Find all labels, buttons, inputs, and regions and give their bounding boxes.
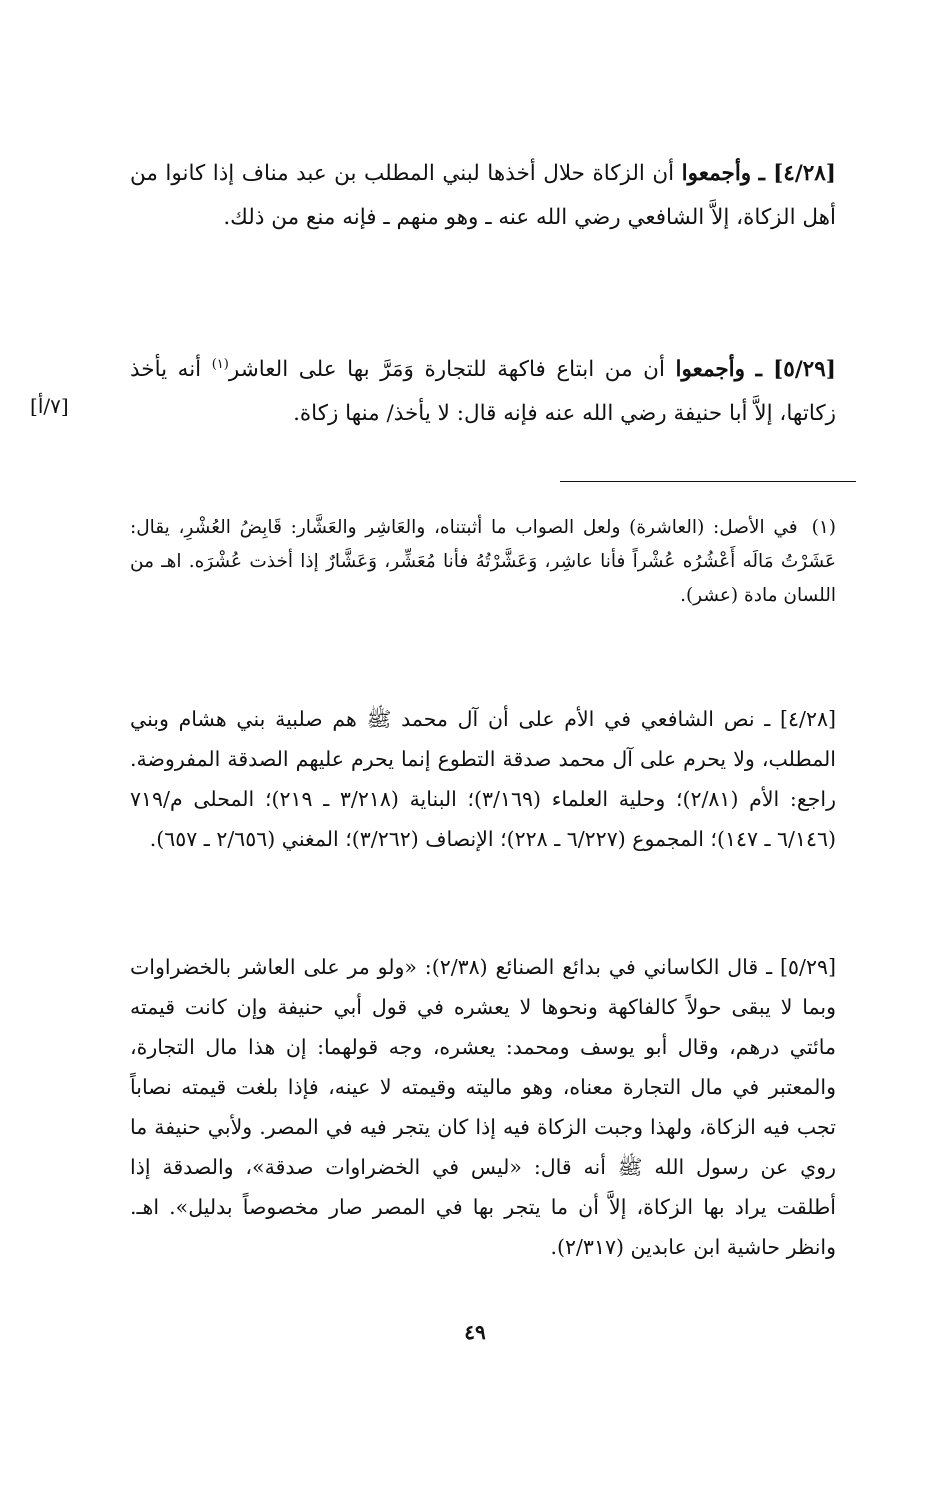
commentary-ref: [٥/٢٩] ـ: [766, 955, 836, 979]
entry-lead: وأجمعوا: [681, 161, 752, 186]
footnote-number: (١): [811, 517, 836, 538]
entry-text: أن الزكاة حلال أخذها لبني المطلب بن عبد مناف إذا كانوا من أهل الزكاة، إلاَّ الشافعي رضي الله عنه ـ وهو منهم ـ فإنه منع من ذلك.: [130, 161, 836, 230]
entry-ref: [٤/٢٨] ـ: [758, 161, 836, 186]
ijma-entry-29: [130, 343, 836, 436]
footnote: [130, 511, 836, 613]
page-number: ٤٩: [464, 1320, 486, 1344]
ijma-entry-28: [130, 152, 836, 240]
commentary-text: نص الشافعي في الأم على أن آل محمد ﷺ هم صلبية بني هشام وبني المطلب، ولا يحرم على آل محمد صدقة التطوع إنما يحرم عليهم الصدقة المفروضة. راجع: الأم (٢/٨١)؛ وحلية العلماء (٣/١٦٩)؛ البناية (٣/٢١٨ ـ ٢١٩)؛ المحلى م/٧١٩ (٦/١٤٦ ـ ١٤٧)؛ المجموع (٦/٢٢٧ ـ ٢٢٨)؛ الإنصاف (٣/٢٦٢)؛ المغني (٢/٦٥٦ ـ ٦٥٧).: [130, 707, 837, 851]
commentary-29: [130, 947, 836, 1267]
entry-ref: [٥/٢٩] ـ: [755, 357, 836, 383]
commentary-ref: [٤/٢٨] ـ: [764, 707, 836, 731]
manuscript-folio-ref: [٧/أ]: [30, 394, 69, 418]
commentary-text: قال الكاساني في بدائع الصنائع (٢/٣٨): «ولو مر على العاشر بالخضراوات وبما لا يبقى حولاً كالفاكهة ونحوها لا يعشره في قول أبي حنيفة وإن كانت قيمته مائتي درهم، وقال أبو يوسف ومحمد: يعشره، وجه قولهما: إن هذا مال التجارة، والمعتبر في مال التجارة معناه، وهو ماليته وقيمته لا عينه، فإذا بلغت قيمته نصاباً تجب فيه الزكاة، ولهذا وجبت الزكاة فيه إذا كان يتجر فيه في المصر. ولأبي حنيفة ما روي عن رسول الله ﷺ أنه قال: «ليس في الخضراوات صدقة»، والصدقة إذا أطلقت يراد بها الزكاة، إلاَّ أن ما يتجر بها في المصر صار مخصوصاً بدليل». اهـ. وانظر حاشية ابن عابدين (٢/٣١٧).: [130, 955, 836, 1259]
entry-text: أن من ابتاع فاكهة للتجارة وَمَرَّ بها على العاشر: [228, 357, 665, 383]
footnote-text: في الأصل: (العاشرة) ولعل الصواب ما أثبتناه، والعَاشِر والعَشَّار: قَابِضُ العُشْرِ، يقال: عَشَرْتُ مَالَه أَعْشُرُه عُشْراً فأنا عاشِر، وَعَشَّرْتُهُ فأنا مُعَشِّر، وَعَشَّارٌ إذا أخذت عُشْرَه. اهـ من اللسان مادة (عشر).: [130, 517, 836, 606]
footnote-marker: (١): [211, 357, 229, 372]
footnote-separator: [560, 481, 856, 482]
commentary-28: [130, 699, 836, 859]
entry-lead: وأجمعوا: [675, 357, 746, 383]
entry-text-continued: أنه يأخذ زكاتها، إلاَّ أبا حنيفة رضي الله عنه فإنه قال: لا يأخذ/ منها زكاة.: [130, 357, 836, 427]
